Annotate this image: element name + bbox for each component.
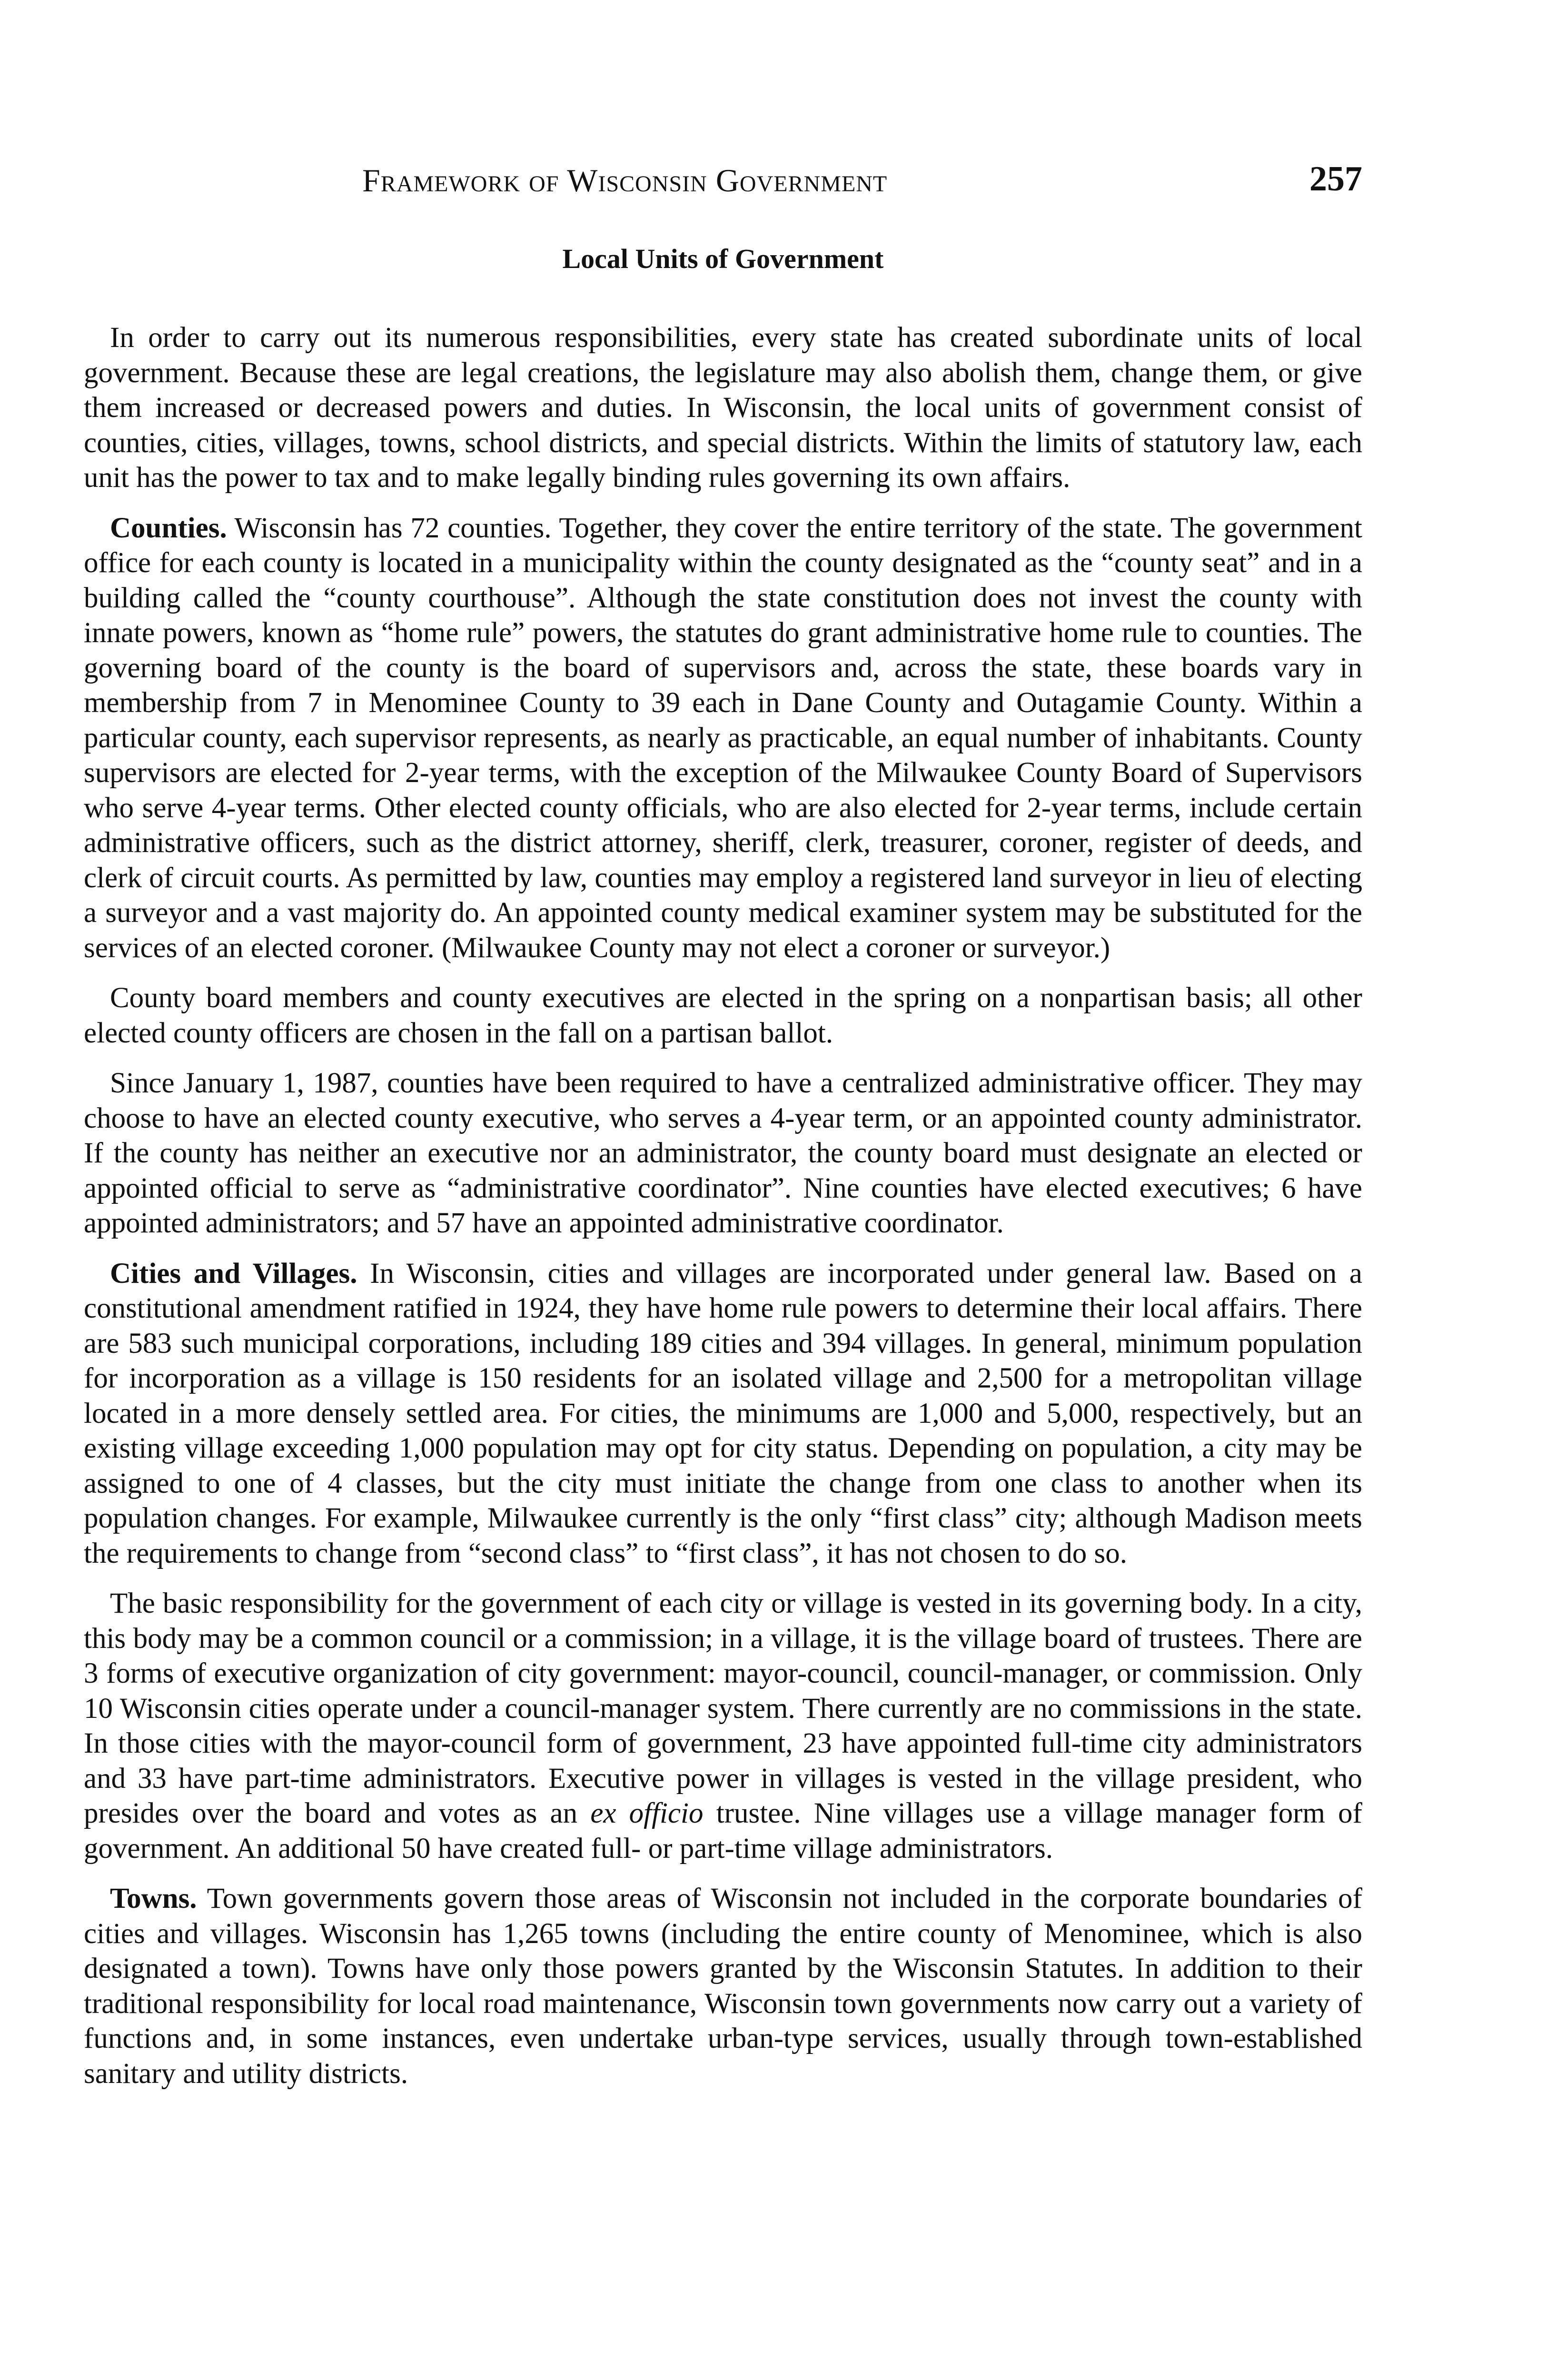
paragraph-county-board <box>84 981 1362 1051</box>
paragraph-basic-responsibility <box>84 1586 1362 1866</box>
running-title: Framework of Wisconsin Government <box>362 162 888 198</box>
cities-villages-heading: Cities and Villages. <box>110 1257 357 1289</box>
paragraph-towns-text: Town governments govern those areas of Wisconsin not included in the corporate boundaries of cities and villages. Wisconsin has 1,265 towns (including the entire county of Menominee, which is also designated a town). Towns have only those powers granted by the Wisconsin Statutes. In addition to their traditional responsibility for local road maintenance, Wisconsin town governments now carry out a variety of functions and, in some instances, even undertake urban-type services, usually through town-established sanitary and utility districts. <box>84 1883 1362 2090</box>
paragraph-since-1987-text: Since January 1, 1987, counties have been required to have a centralized administrative officer. They may choose to have an elected county executive, who serves a 4-year term, or an appointed county administrator. If the county has neither an executive nor an administrator, the county board must designate an elected or appointed official to serve as “administrative coordinator”. Nine counties have elected executives; 6 have appointed administrators; and 57 have an appointed administrative coordinator. <box>84 1067 1362 1239</box>
ex-officio-term: ex officio <box>590 1797 704 1829</box>
section-heading: Local Units of Government <box>562 243 884 274</box>
paragraph-intro <box>84 320 1362 496</box>
paragraph-counties-text: Wisconsin has 72 counties. Together, they cover the entire territory of the state. The government office for each county is located in a municipality within the county designated as the “county seat” and in a building called the “county courthouse”. Although the state constitution does not invest the county with innate powers, known as “home rule” powers, the statutes do grant administrative home rule to counties. The governing board of the county is the board of supervisors and, across the state, these boards vary in membership from 7 in Menominee County to 39 each in Dane County and Outagamie County. Within a particular county, each supervisor represents, as nearly as practicable, an equal number of inhabitants. County supervisors are elected for 2-year terms, with the exception of the Milwaukee County Board of Supervisors who serve 4-year terms. Other elected county officials, who are also elected for 2-year terms, include certain administrative officers, such as the district attorney, sheriff, clerk, treasurer, coroner, register of deeds, and clerk of circuit courts. As permitted by law, counties may employ a registered land surveyor in lieu of electing a surveyor and a vast majority do. An appointed county medical examiner system may be substituted for the services of an elected coroner. (Milwaukee County may not elect a coroner or surveyor.) <box>84 512 1362 964</box>
paragraph-basic-responsibility-text-b: trustee. Nine villages use a village manager form of government. An additional 50 have created full- or part-time village administrators. <box>84 1797 1362 1864</box>
paragraph-since-1987 <box>84 1066 1362 1241</box>
page-number: 257 <box>1309 159 1362 198</box>
paragraph-towns <box>84 1881 1362 2091</box>
paragraph-counties <box>84 511 1362 966</box>
paragraph-cities-villages <box>84 1256 1362 1571</box>
paragraph-county-board-text: County board members and county executives are elected in the spring on a nonpartisan basis; all other elected county officers are chosen in the fall on a partisan ballot. <box>84 982 1362 1049</box>
paragraph-intro-text: In order to carry out its numerous responsibilities, every state has created subordinate units of local government. Because these are legal creations, the legislature may also abolish them, change them, or give them increased or decreased powers and duties. In Wisconsin, the local units of government consist of counties, cities, villages, towns, school districts, and special districts. Within the limits of statutory law, each unit has the power to tax and to make legally binding rules governing its own affairs. <box>84 322 1362 494</box>
document-page <box>84 159 1362 2106</box>
paragraph-basic-responsibility-text-a: The basic responsibility for the government of each city or village is vested in its governing body. In a city, this body may be a common council or a commission; in a village, it is the village board of trustees. There are 3 forms of executive organization of city government: mayor-council, council-manager, or commission. Only 10 Wisconsin cities operate under a council-manager system. There currently are no commissions in the state. In those cities with the mayor-council form of government, 23 have appointed full-time city administrators and 33 have part-time administrators. Executive power in villages is vested in the village president, who presides over the board and votes as an <box>84 1587 1362 1829</box>
towns-heading: Towns. <box>110 1883 197 1914</box>
running-head <box>84 159 1362 214</box>
counties-heading: Counties. <box>110 512 227 544</box>
paragraph-cities-villages-text: In Wisconsin, cities and villages are incorporated under general law. Based on a constitutional amendment ratified in 1924, they have home rule powers to determine their local affairs. There are 583 such municipal corporations, including 189 cities and 394 villages. In general, minimum population for incorporation as a village is 150 residents for an isolated village and 2,500 for a metropolitan village located in a more densely settled area. For cities, the minimums are 1,000 and 5,000, respectively, but an existing village exceeding 1,000 population may opt for city status. Depending on population, a city may be assigned to one of 4 classes, but the city must initiate the change from one class to another when its population changes. For example, Milwaukee currently is the only “first class” city; although Madison meets the requirements to change from “second class” to “first class”, it has not chosen to do so. <box>84 1257 1362 1569</box>
